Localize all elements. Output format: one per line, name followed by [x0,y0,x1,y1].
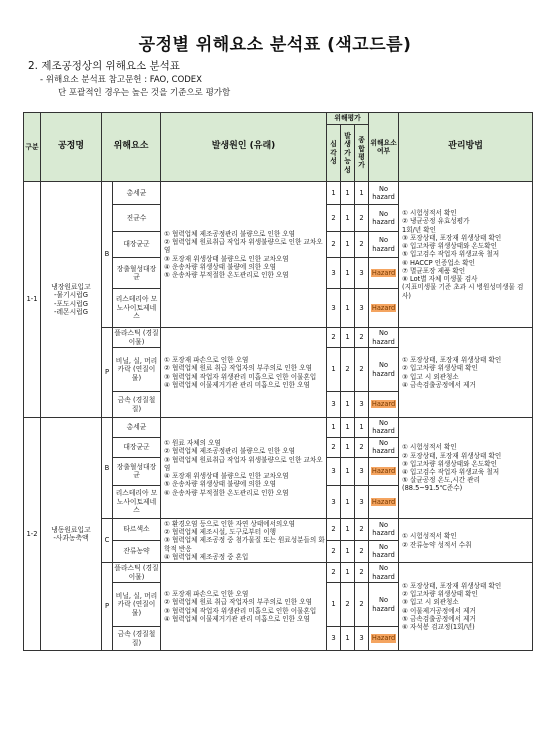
header-severity: 심각성 [327,125,341,182]
management-line: ① 시험성적서 확인 [402,443,457,452]
hazard-status [369,418,399,438]
hazard-name: 장출혈성대장균 [113,457,161,485]
management-line: ③ 포장상태, 포장재 위생상태 확인 [402,233,502,242]
process-line: -포도시럽G [54,299,88,308]
severity-value: 2 [327,518,341,540]
management-cell [399,518,533,562]
likelihood-value: 1 [341,485,355,518]
management-cell [399,563,533,651]
cause-cell [161,563,327,651]
cause-line: ① 환경오염 등으로 인한 자연 상태에서의오염 [164,519,296,528]
management-line: ① 시험성적서 확인 [402,209,457,218]
no-hazard-label: No hazard [372,596,395,613]
total-value: 2 [355,328,369,348]
hazard-name: 타르색소 [113,518,161,540]
reference-note: - 위해요소 분석표 참고문헌 : FAO, CODEX [40,75,202,85]
management-line: 1회/년 확인 [402,225,437,234]
hazard-status [369,205,399,232]
header-process: 공정명 [41,113,102,182]
header-gubun: 구분 [24,113,41,182]
cause-cell [161,518,327,562]
total-value: 3 [355,627,369,651]
hazard-analysis-table [23,112,533,651]
management-line: ① 포장상태, 포장재 위생상태 확인 [402,356,502,365]
total-value: 1 [355,182,369,205]
cause-line: ⑥ 운송차량 부적절한 온도관리로 인한 오염 [164,488,289,497]
hazard-status [369,258,399,289]
hazard-status [369,563,399,583]
likelihood-value: 2 [341,348,355,392]
process-line: -레몬시럽G [54,307,88,316]
hazard-name: 대장균군 [113,437,161,457]
hazard-status [369,485,399,518]
hazard-type: B [102,182,113,328]
cause-line: ④ 협력업체 이물제거기관 관리 미흡으로 인한 오염 [164,614,310,623]
management-line: ③ 입고 시 외관청소 [402,598,459,607]
management-line: (88.5~91.5℃준수) [402,484,463,493]
hazard-badge: Hazard [371,497,396,506]
no-hazard-label: No hazard [372,209,395,226]
severity-value: 2 [327,540,341,563]
cause-line: ⑤ 운송차량 부적절한 온도관리로 인한 오염 [164,270,289,279]
management-line: ② 냉균공정 유효성평가 [402,217,470,226]
hazard-status [369,627,399,651]
likelihood-value: 1 [341,563,355,583]
likelihood-value: 1 [341,328,355,348]
hazard-name: 플라스틱 (경질이물) [114,329,159,346]
hazard-name: 진균수 [113,205,161,232]
hazard-name: 총세균 [113,418,161,438]
management-line: ⑧ Lot별 자체 미생물 검사 [402,275,478,284]
hazard-badge: Hazard [371,268,396,277]
cause-line: ③ 포장재 위생상태 불량으로 인한 교차오염 [164,254,289,263]
cause-line: ③ 협력업체 작업자 위생관리 미흡으로 인한 이물혼입 [164,372,317,381]
management-line: ① 포장상태, 포장재 위생상태 확인 [402,581,502,590]
severity-value: 1 [327,182,341,205]
total-value: 1 [355,418,369,438]
management-cell [399,328,533,418]
total-value: 3 [355,289,369,328]
hazard-name: 장출혈성대장균 [113,258,161,289]
total-value: 3 [355,457,369,485]
cause-line: ③ 협력업체 작업자 위생관리 미흡으로 인한 이물혼입 [164,606,317,615]
cause-line: ① 원료 자체의 오염 [164,439,221,448]
severity-value: 2 [327,563,341,583]
no-hazard-label: No hazard [372,520,395,538]
no-hazard-label: No hazard [372,361,395,378]
cause-line: ④ 협력업체 제조공정 중 혼입 [164,552,249,561]
no-hazard-label: No hazard [372,542,395,560]
total-value: 3 [355,258,369,289]
hazard-name: 비닐, 실, 머리카락 (연질이물) [113,348,161,392]
hazard-badge: Hazard [371,634,396,643]
hazard-status [369,518,399,540]
total-value: 2 [355,518,369,540]
cause-line: ④ 포장재 위생상태 불량으로 인한 교차오염 [164,472,289,481]
hazard-type: B [102,418,113,519]
process-name [41,418,102,651]
header-cause: 발생원인 (유래) [161,113,327,182]
hazard-badge: Hazard [371,467,396,476]
likelihood-value: 1 [341,205,355,232]
hazard-name: 총세균 [113,182,161,205]
hazard-name: 리스테리아 모노사이토제네스 [113,289,161,328]
cause-cell [161,418,327,519]
management-line: ② 잔류농약 성적서 수취 [402,540,472,549]
no-hazard-label: No hazard [372,419,395,436]
no-hazard-label: No hazard [372,564,395,581]
hazard-status [369,328,399,348]
no-hazard-label: No hazard [372,329,395,346]
likelihood-value: 1 [341,258,355,289]
section-number: 1-2 [24,418,41,651]
header-total: 종합평가 [355,125,369,182]
cause-line: ① 포장재 파손으로 인한 오염 [164,590,249,599]
hazard-name: 금속 (경질철질) [113,392,161,418]
page-title: 공정별 위해요소 분석표 (색고드름) [138,35,412,55]
header-manage: 관리방법 [399,113,533,182]
severity-value: 3 [327,457,341,485]
no-hazard-label: No hazard [372,438,395,456]
likelihood-value: 1 [341,289,355,328]
management-cell [399,418,533,519]
hazard-status [369,392,399,418]
hazard-status [369,289,399,328]
hazard-status [369,232,399,258]
hazard-type: P [102,328,113,418]
hazard-badge: Hazard [371,400,396,409]
header-likelihood: 발생가능성 [341,125,355,182]
severity-value: 3 [327,289,341,328]
management-line: ② 포장상태, 포장재 위생상태 확인 [402,451,502,460]
management-line: ⑤ 살균공정 온도,시간 관리 [402,476,481,485]
hazard-badge: Hazard [371,303,396,312]
likelihood-value: 1 [341,437,355,457]
table-row [24,182,533,205]
process-line: 냉장원료입고 [51,282,91,291]
management-line: ② 입고차량 위생상태 확인 [402,590,478,599]
total-value: 2 [355,437,369,457]
cause-line: ④ 협력업체 이물제거기관 관리 미흡으로 인한 오염 [164,380,310,389]
total-value: 2 [355,583,369,627]
likelihood-value: 1 [341,418,355,438]
hazard-status [369,540,399,563]
total-value: 3 [355,392,369,418]
total-value: 2 [355,563,369,583]
likelihood-value: 2 [341,583,355,627]
severity-value: 2 [327,328,341,348]
total-value: 3 [355,485,369,518]
process-line: -사과농축액 [53,534,89,543]
cause-line: ② 협력업체 원료 취급 작업자의 부주의로 인한 오염 [164,598,312,607]
cause-line: ② 협력업체 제조시설, 도구로부터 이행 [164,528,276,537]
total-value: 2 [355,348,369,392]
management-line: ⑥ 자석봉 검교정(1회/년) [402,623,475,632]
cause-line: ④ 운송차량 위생상태 불량에 의한 오염 [164,262,276,271]
cause-line: ① 협력업체 제조공정관리 불량으로 인한 오염 [164,229,296,238]
cause-line: ② 협력업체 원료취급 작업자 위생불량으로 인한 교차오염 [164,238,323,255]
cause-line: ③ 협력업체 원료취급 작업자 위생불량으로 인한 교차오염 [164,455,323,472]
total-value: 2 [355,540,369,563]
management-line: ① 시험성적서 확인 [402,532,457,541]
process-line: -물기시럽G [54,291,88,300]
hazard-name: 리스테리아 모노사이토제네스 [113,485,161,518]
management-line: ③ 입고차량 위생상태와 온도확인 [402,459,498,468]
hazard-name: 비닐, 실, 머리카락 (연질이물) [113,583,161,627]
severity-value: 3 [327,485,341,518]
table-body [24,182,533,651]
process-line: 냉동원료입고 [51,525,91,534]
cause-line: ③ 협력업체 제조공정 중 첨가물질 또는 원료성분들의 화학적 반응 [164,536,325,553]
management-line: ④ 금속검출공정에서 제거 [402,380,476,389]
hazard-status [369,348,399,392]
header-status: 위해요소여부 [369,113,399,182]
management-line: ⑥ HACCP 인증업소 확인 [402,258,475,267]
management-line: ④ 입고차량 위생상태와 온도확인 [402,242,498,251]
management-line: ③ 입고 시 외관청소 [402,372,459,381]
likelihood-value: 1 [341,627,355,651]
likelihood-value: 1 [341,518,355,540]
severity-value: 2 [327,232,341,258]
section-heading: 2. 제조공정상의 위해요소 분석표 [28,60,180,72]
cause-line: ② 협력업체 제조공정관리 불량으로 인한 오염 [164,447,296,456]
likelihood-value: 1 [341,392,355,418]
hazard-name: 잔류농약 [113,540,161,563]
severity-value: 1 [327,418,341,438]
management-line: ⑤ 금속검출공정에서 제거 [402,614,476,623]
severity-value: 1 [327,348,341,392]
cause-cell [161,328,327,418]
process-name [41,182,102,418]
section-number: 1-1 [24,182,41,418]
management-line: ④ 입고검수 작업자 위생교육 철저 [402,467,500,476]
severity-value: 1 [327,583,341,627]
cause-line: ① 포장재 파손으로 인한 오염 [164,356,249,365]
evaluation-note: 단 포괄적인 경우는 높은 것을 기준으로 평가함 [58,88,231,98]
management-line: ⑦ 멸균포장 제품 확인 [402,266,466,275]
total-value: 2 [355,232,369,258]
management-cell [399,182,533,328]
cause-cell [161,182,327,328]
hazard-status [369,437,399,457]
management-line: ⑤ 입고검수 작업자 위생교육 철저 [402,250,500,259]
hazard-status [369,583,399,627]
management-line: ② 입고차량 위생상태 확인 [402,364,478,373]
severity-value: 3 [327,258,341,289]
likelihood-value: 1 [341,182,355,205]
hazard-status [369,182,399,205]
likelihood-value: 1 [341,457,355,485]
management-line: ④ 이물제거공정에서 제거 [402,606,476,615]
hazard-name: 금속 (경질철질) [113,627,161,651]
table-row [24,418,533,438]
hazard-name: 플라스틱 (경질이물) [114,564,159,581]
cause-line: ② 협력업체 원료 취급 작업자의 부주의로 인한 오염 [164,364,312,373]
hazard-type: C [102,518,113,562]
hazard-type: P [102,563,113,651]
severity-value: 3 [327,627,341,651]
header-hazard: 위해요소 [102,113,161,182]
no-hazard-label: No hazard [372,236,395,253]
severity-value: 2 [327,437,341,457]
severity-value: 3 [327,392,341,418]
header-eval: 위해평가 [327,113,369,125]
total-value: 2 [355,205,369,232]
no-hazard-label: No hazard [372,184,395,201]
likelihood-value: 1 [341,540,355,563]
severity-value: 2 [327,205,341,232]
management-line: (지표미생물 기준 초과 시 병원성미생물 검사) [402,283,524,300]
hazard-status [369,457,399,485]
cause-line: ⑤ 운송차량 위생상태 불량에 의한 오염 [164,480,276,489]
hazard-name: 대장균군 [113,232,161,258]
likelihood-value: 1 [341,232,355,258]
